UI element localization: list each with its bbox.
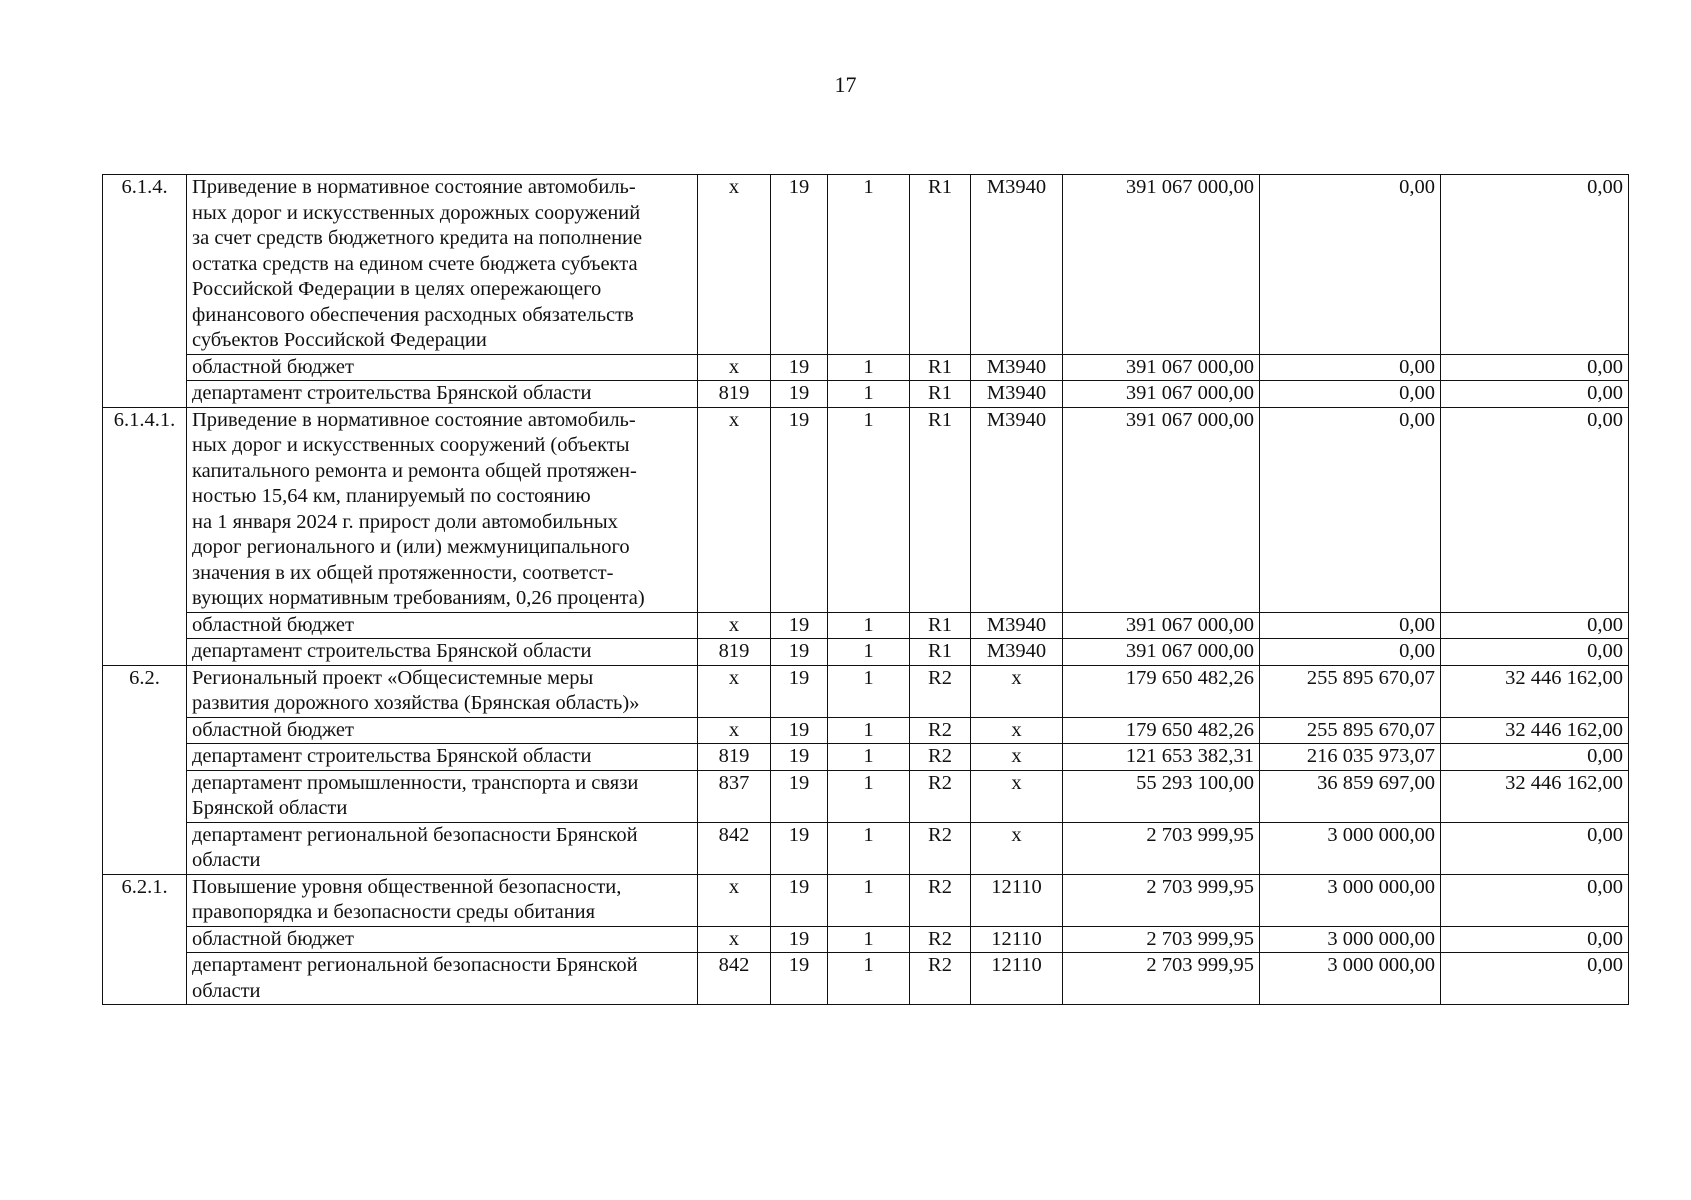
amount-year-1: 121 653 382,31 xyxy=(1063,744,1260,771)
code-section: 19 xyxy=(771,665,828,717)
code-project: R2 xyxy=(910,822,971,874)
row-name-line: области xyxy=(192,979,261,1002)
amount-year-2: 3 000 000,00 xyxy=(1260,953,1441,1005)
amount-year-3: 0,00 xyxy=(1441,175,1629,355)
code-subsection: 1 xyxy=(828,770,910,822)
amount-year-1: 391 067 000,00 xyxy=(1063,639,1260,666)
row-name-line: Приведение в нормативное состояние автомобиль- xyxy=(192,176,636,198)
amount-year-2: 36 859 697,00 xyxy=(1260,770,1441,822)
row-number: 6.2.1. xyxy=(103,874,187,1005)
table-row xyxy=(103,744,1629,771)
table-row xyxy=(103,175,1629,355)
code-subsection: 1 xyxy=(828,612,910,639)
code-ministry: 837 xyxy=(698,770,771,822)
row-name-line: области xyxy=(192,849,261,871)
row-name-line: областной бюджет xyxy=(192,718,354,741)
page-number: 17 xyxy=(834,72,857,97)
amount-year-2: 0,00 xyxy=(1260,175,1441,355)
amount-year-2: 3 000 000,00 xyxy=(1260,822,1441,874)
amount-year-1: 391 067 000,00 xyxy=(1063,354,1260,381)
table-row xyxy=(103,354,1629,381)
row-name-line: на 1 января 2024 г. прирост доли автомобильных xyxy=(192,510,618,533)
amount-year-3: 0,00 xyxy=(1441,953,1629,1005)
code-ministry: 819 xyxy=(698,639,771,666)
row-number: 6.2. xyxy=(103,665,187,874)
code-project: R2 xyxy=(910,926,971,953)
row-name xyxy=(187,953,698,1005)
amount-year-1: 2 703 999,95 xyxy=(1063,874,1260,926)
code-section: 19 xyxy=(771,822,828,874)
row-name-line: областной бюджет xyxy=(192,613,354,636)
row-name-line: дорог регионального и (или) межмуниципального xyxy=(192,536,630,558)
amount-year-3: 0,00 xyxy=(1441,639,1629,666)
table-row xyxy=(103,381,1629,408)
amount-year-1: 55 293 100,00 xyxy=(1063,770,1260,822)
row-name xyxy=(187,822,698,874)
code-direction: х xyxy=(971,717,1063,744)
amount-year-2: 0,00 xyxy=(1260,381,1441,408)
row-name-line: департамент строительства Брянской области xyxy=(192,640,592,662)
code-section: 19 xyxy=(771,175,828,355)
code-ministry: х xyxy=(698,665,771,717)
row-name xyxy=(187,665,698,717)
row-name-line: областной бюджет xyxy=(192,927,354,950)
code-direction: 12110 xyxy=(971,874,1063,926)
code-ministry: х xyxy=(698,926,771,953)
code-section: 19 xyxy=(771,381,828,408)
code-section: 19 xyxy=(771,612,828,639)
row-name-line: департамент строительства Брянской области xyxy=(192,382,592,404)
row-name-line: ных дорог и искусственных сооружений (объекты xyxy=(192,434,630,456)
code-ministry: х xyxy=(698,354,771,381)
row-name-line: правопорядка и безопасности среды обитания xyxy=(192,901,596,923)
row-name-line: капитального ремонта и ремонта общей протяжен- xyxy=(192,459,637,482)
row-number: 6.1.4. xyxy=(103,175,187,408)
amount-year-3: 0,00 xyxy=(1441,407,1629,612)
code-section: 19 xyxy=(771,770,828,822)
table-row xyxy=(103,874,1629,926)
table-row xyxy=(103,665,1629,717)
table-row xyxy=(103,717,1629,744)
amount-year-1: 2 703 999,95 xyxy=(1063,926,1260,953)
code-direction: х xyxy=(971,665,1063,717)
table-row xyxy=(103,770,1629,822)
row-name xyxy=(187,744,698,771)
amount-year-2: 0,00 xyxy=(1260,407,1441,612)
code-section: 19 xyxy=(771,407,828,612)
amount-year-1: 391 067 000,00 xyxy=(1063,381,1260,408)
row-name-line: развития дорожного хозяйства (Брянская область)» xyxy=(192,692,640,714)
code-subsection: 1 xyxy=(828,175,910,355)
code-project: R2 xyxy=(910,665,971,717)
amount-year-1: 2 703 999,95 xyxy=(1063,822,1260,874)
code-ministry: 819 xyxy=(698,744,771,771)
table-row xyxy=(103,926,1629,953)
code-section: 19 xyxy=(771,717,828,744)
row-name xyxy=(187,612,698,639)
amount-year-2: 0,00 xyxy=(1260,354,1441,381)
row-name-line: за счет средств бюджетного кредита на пополнение xyxy=(192,227,643,249)
code-subsection: 1 xyxy=(828,874,910,926)
code-direction: 12110 xyxy=(971,926,1063,953)
row-name-line: Региональный проект «Общесистемные меры xyxy=(192,666,594,689)
row-name-line: остатка средств на едином счете бюджета субъекта xyxy=(192,252,638,275)
amount-year-3: 32 446 162,00 xyxy=(1441,717,1629,744)
code-direction: х xyxy=(971,822,1063,874)
code-section: 19 xyxy=(771,874,828,926)
row-name-line: Российской Федерации в целях опережающего xyxy=(192,278,602,300)
code-ministry: х xyxy=(698,874,771,926)
code-direction: М3940 xyxy=(971,639,1063,666)
row-name-line: субъектов Российской Федерации xyxy=(192,329,487,351)
code-section: 19 xyxy=(771,953,828,1005)
code-subsection: 1 xyxy=(828,822,910,874)
amount-year-3: 32 446 162,00 xyxy=(1441,665,1629,717)
row-name-line: Повышение уровня общественной безопасности, xyxy=(192,875,622,898)
code-ministry: 842 xyxy=(698,822,771,874)
code-section: 19 xyxy=(771,354,828,381)
code-subsection: 1 xyxy=(828,381,910,408)
row-name xyxy=(187,175,698,355)
amount-year-3: 0,00 xyxy=(1441,354,1629,381)
amount-year-1: 179 650 482,26 xyxy=(1063,665,1260,717)
amount-year-3: 0,00 xyxy=(1441,926,1629,953)
code-project: R1 xyxy=(910,612,971,639)
amount-year-2: 0,00 xyxy=(1260,612,1441,639)
code-direction: М3940 xyxy=(971,612,1063,639)
code-subsection: 1 xyxy=(828,953,910,1005)
row-number: 6.1.4.1. xyxy=(103,407,187,665)
table-row xyxy=(103,407,1629,612)
code-subsection: 1 xyxy=(828,717,910,744)
code-ministry: х xyxy=(698,612,771,639)
amount-year-2: 216 035 973,07 xyxy=(1260,744,1441,771)
row-name-line: значения в их общей протяженности, соответст- xyxy=(192,561,614,584)
row-name-line: ных дорог и искусственных дорожных сооружений xyxy=(192,201,641,224)
code-subsection: 1 xyxy=(828,407,910,612)
code-direction: х xyxy=(971,744,1063,771)
code-project: R2 xyxy=(910,770,971,822)
row-name xyxy=(187,407,698,612)
row-name-line: департамент региональной безопасности Брянской xyxy=(192,954,638,976)
amount-year-1: 179 650 482,26 xyxy=(1063,717,1260,744)
row-name xyxy=(187,639,698,666)
code-subsection: 1 xyxy=(828,639,910,666)
row-name-line: областной бюджет xyxy=(192,355,354,378)
code-project: R2 xyxy=(910,953,971,1005)
row-name xyxy=(187,926,698,953)
table-row xyxy=(103,822,1629,874)
row-name-line: вующих нормативным требованиям, 0,26 процента) xyxy=(192,587,645,609)
code-direction: М3940 xyxy=(971,175,1063,355)
code-project: R2 xyxy=(910,874,971,926)
code-section: 19 xyxy=(771,639,828,666)
code-project: R2 xyxy=(910,744,971,771)
row-name xyxy=(187,874,698,926)
row-name xyxy=(187,770,698,822)
table-row xyxy=(103,639,1629,666)
code-ministry: х xyxy=(698,175,771,355)
code-section: 19 xyxy=(771,926,828,953)
code-ministry: х xyxy=(698,407,771,612)
row-name-line: Брянской области xyxy=(192,797,348,819)
code-ministry: 842 xyxy=(698,953,771,1005)
code-section: 19 xyxy=(771,744,828,771)
amount-year-2: 0,00 xyxy=(1260,639,1441,666)
code-direction: М3940 xyxy=(971,407,1063,612)
code-project: R1 xyxy=(910,381,971,408)
row-name-line: Приведение в нормативное состояние автомобиль- xyxy=(192,408,636,431)
budget-table xyxy=(102,174,1629,1005)
code-subsection: 1 xyxy=(828,926,910,953)
amount-year-1: 2 703 999,95 xyxy=(1063,953,1260,1005)
code-subsection: 1 xyxy=(828,665,910,717)
code-subsection: 1 xyxy=(828,744,910,771)
row-name xyxy=(187,381,698,408)
code-project: R1 xyxy=(910,639,971,666)
amount-year-3: 0,00 xyxy=(1441,381,1629,408)
amount-year-3: 0,00 xyxy=(1441,744,1629,771)
code-project: R2 xyxy=(910,717,971,744)
row-name-line: департамент региональной безопасности Брянской xyxy=(192,823,638,846)
amount-year-1: 391 067 000,00 xyxy=(1063,175,1260,355)
amount-year-2: 255 895 670,07 xyxy=(1260,717,1441,744)
amount-year-3: 0,00 xyxy=(1441,874,1629,926)
code-direction: х xyxy=(971,770,1063,822)
table-body xyxy=(103,175,1629,1005)
row-name-line: финансового обеспечения расходных обязательств xyxy=(192,303,634,326)
table-row xyxy=(103,612,1629,639)
code-ministry: 819 xyxy=(698,381,771,408)
row-name xyxy=(187,717,698,744)
amount-year-2: 255 895 670,07 xyxy=(1260,665,1441,717)
code-direction: 12110 xyxy=(971,953,1063,1005)
code-ministry: х xyxy=(698,717,771,744)
amount-year-1: 391 067 000,00 xyxy=(1063,407,1260,612)
amount-year-3: 0,00 xyxy=(1441,612,1629,639)
code-direction: М3940 xyxy=(971,354,1063,381)
code-project: R1 xyxy=(910,407,971,612)
code-direction: М3940 xyxy=(971,381,1063,408)
row-name xyxy=(187,354,698,381)
code-project: R1 xyxy=(910,175,971,355)
row-name-line: департамент промышленности, транспорта и связи xyxy=(192,771,639,794)
code-project: R1 xyxy=(910,354,971,381)
amount-year-2: 3 000 000,00 xyxy=(1260,926,1441,953)
table-row xyxy=(103,953,1629,1005)
amount-year-2: 3 000 000,00 xyxy=(1260,874,1441,926)
amount-year-1: 391 067 000,00 xyxy=(1063,612,1260,639)
row-name-line: департамент строительства Брянской области xyxy=(192,745,592,767)
amount-year-3: 0,00 xyxy=(1441,822,1629,874)
amount-year-3: 32 446 162,00 xyxy=(1441,770,1629,822)
row-name-line: ностью 15,64 км, планируемый по состоянию xyxy=(192,485,591,507)
code-subsection: 1 xyxy=(828,354,910,381)
